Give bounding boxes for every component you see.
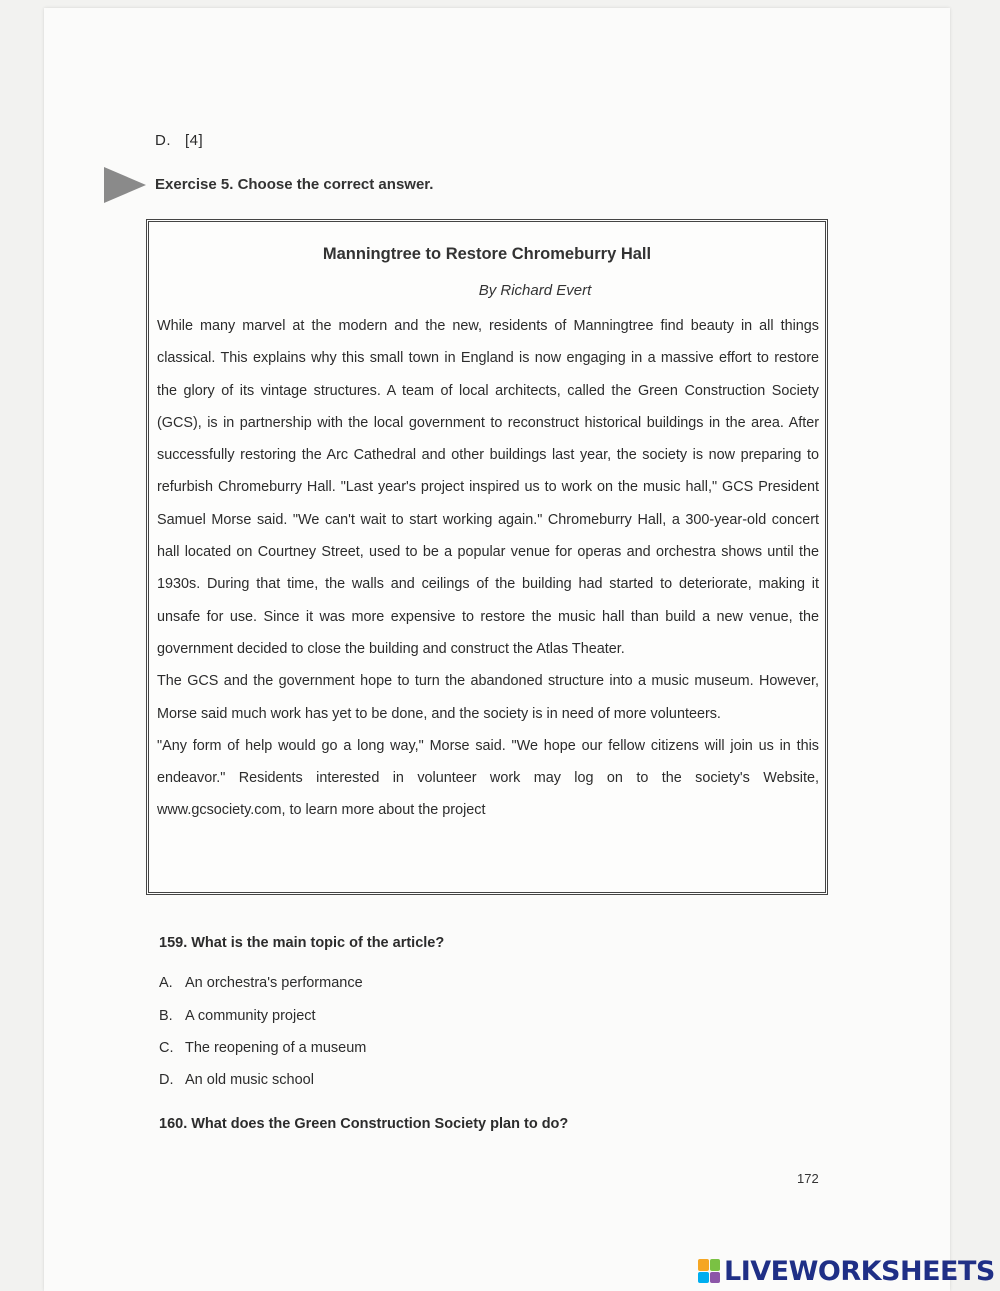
article-paragraph: "Any form of help would go a long way," Morse said. "We hope our fellow citizens will join us in this endeavor." Residents interested in volunteer work may log on to the society's Website, www.gcsociety.com, to learn more about the project [157, 737, 819, 819]
option-text: An old music school [185, 1072, 314, 1088]
logo-square [710, 1259, 721, 1271]
logo-square [698, 1272, 709, 1284]
article-byline: By Richard Evert [478, 282, 592, 299]
logo-square [698, 1259, 709, 1271]
article-title: Manningtree to Restore Chromeburry Hall [322, 245, 652, 263]
question-159-title: 159. What is the main topic of the article? [159, 935, 445, 951]
option-letter: C. [159, 1040, 174, 1056]
article-box [146, 219, 828, 895]
liveworksheets-logo-icon [698, 1259, 720, 1283]
previous-answer-letter: D. [155, 132, 171, 149]
article-paragraph: While many marvel at the modern and the new, residents of Manningtree find beauty in all things classical. This explains why this small town in England is now engaging in a massive effort to restore the glory of its vintage structures. A team of local architects, called the Green Construction Society (GCS), is in partnership with the local government to reconstruct historical buildings in the area. After successfully restoring the Arc Cathedral and other buildings last year, the society is now preparing to refurbish Chromeburry Hall. "Last year's project inspired us to work on the music hall," GCS President Samuel Morse said. "We can't wait to start working again." Chromeburry Hall, a 300-year-old concert hall located on Courtney Street, used to be a popular venue for operas and orchestra shows until the 1930s. During that time, the walls and ceilings of the building had started to deteriorate, making it unsafe for use. Since it was more expensive to restore the music hall than build a new venue, the government decided to close the building and construct the Atlas Theater. [157, 318, 819, 657]
question-160-title: 160. What does the Green Construction Society plan to do? [159, 1116, 569, 1132]
option-text: An orchestra's performance [185, 975, 363, 991]
previous-answer [155, 132, 203, 149]
question-159-option-c[interactable] [159, 1040, 366, 1056]
option-text: A community project [185, 1008, 316, 1024]
liveworksheets-brand[interactable] [698, 1256, 995, 1286]
liveworksheets-wordmark: LIVEWORKSHEETS [724, 1255, 995, 1287]
question-159-option-b[interactable] [159, 1008, 316, 1024]
article-paragraph: The GCS and the government hope to turn the abandoned structure into a music museum. However, Morse said much work has yet to be done, and the society is in need of more volunteers. [157, 673, 819, 722]
option-text: The reopening of a museum [185, 1040, 367, 1056]
option-letter: B. [159, 1008, 173, 1024]
question-159-option-a[interactable] [159, 975, 363, 991]
logo-square [710, 1272, 721, 1284]
exercise-arrow-icon [104, 167, 146, 203]
option-letter: A. [159, 975, 173, 991]
question-159-option-d[interactable] [159, 1072, 314, 1088]
previous-answer-value: [4] [185, 132, 204, 149]
exercise-title: Exercise 5. Choose the correct answer. [155, 176, 434, 193]
option-letter: D. [159, 1072, 174, 1088]
article-body [157, 310, 819, 827]
page-number: 172 [797, 1171, 819, 1186]
